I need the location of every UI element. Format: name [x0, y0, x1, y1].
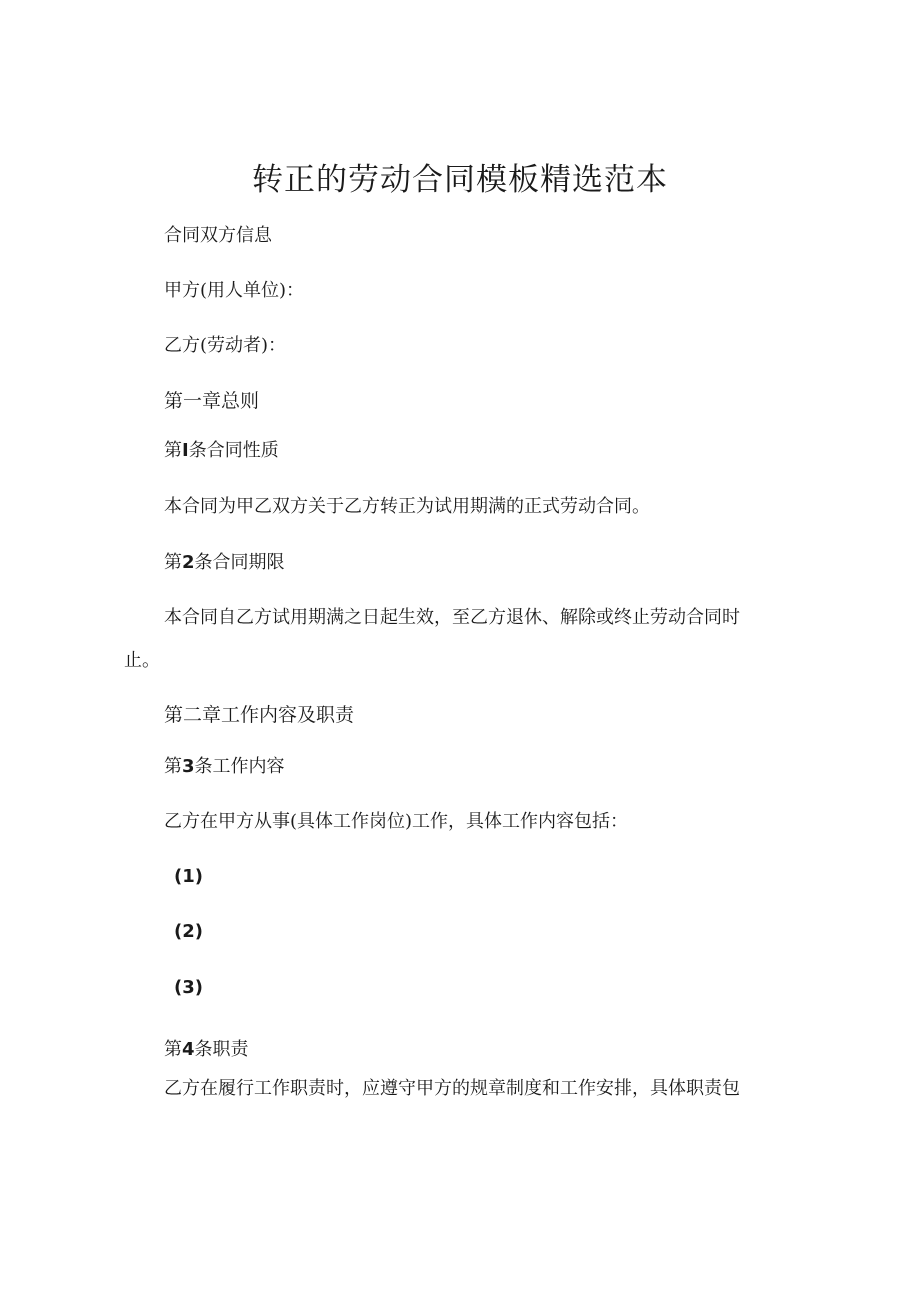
list-item: (1): [174, 866, 203, 887]
article-4-heading: [164, 1038, 249, 1062]
article-2-heading: [164, 551, 285, 575]
article-4-body-line-1: 乙方在履行工作职责时，应遵守甲方的规章制度和工作安排，具体职责包: [164, 1078, 740, 1099]
article-2-body-line-2: 止。: [124, 650, 160, 671]
article-1-prefix: 第: [164, 440, 182, 461]
article-3-title: 条工作内容: [194, 756, 285, 777]
article-2-title: 条合同期限: [194, 552, 285, 573]
parties-heading: 合同双方信息: [164, 225, 272, 246]
article-2-prefix: 第: [164, 552, 182, 573]
article-1-heading: [164, 439, 279, 463]
article-3-heading: [164, 755, 285, 779]
document-title: 转正的劳动合同模板精选范本: [252, 162, 668, 198]
article-1-body: 本合同为甲乙双方关于乙方转正为试用期满的正式劳动合同。: [164, 496, 650, 517]
party-b-label: 乙方(劳动者)：: [164, 335, 287, 356]
article-4-number: 4: [182, 1039, 195, 1060]
article-3-number: 3: [182, 756, 195, 777]
party-a-label: 甲方(用人单位)：: [164, 280, 305, 301]
chapter-2-heading: 第二章工作内容及职责: [164, 704, 355, 726]
article-3-body: 乙方在甲方从事(具体工作岗位)工作，具体工作内容包括：: [164, 811, 629, 832]
list-item: (2): [174, 921, 203, 942]
article-1-title: 条合同性质: [188, 440, 279, 461]
article-2-number: 2: [182, 552, 195, 573]
chapter-1-heading: 第一章总则: [164, 390, 260, 412]
article-4-title: 条职责: [194, 1039, 249, 1060]
article-3-prefix: 第: [164, 756, 182, 777]
list-item: (3): [174, 977, 203, 998]
article-4-prefix: 第: [164, 1039, 182, 1060]
article-2-body-line-1: 本合同自乙方试用期满之日起生效，至乙方退休、解除或终止劳动合同时: [164, 607, 740, 628]
article-1-number: I: [182, 440, 189, 461]
